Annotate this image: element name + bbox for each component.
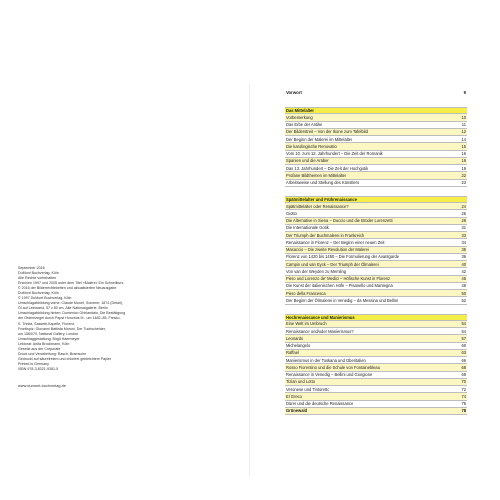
toc-entry bbox=[285, 268, 467, 275]
toc-entry bbox=[285, 254, 467, 261]
toc-section-heading-title: Hochrenaissance und Manierismus bbox=[286, 314, 355, 320]
imprint-line: Umschlaggestaltung: Birgit Haermeyer bbox=[18, 336, 80, 341]
toc-entry-title: Das 13. Jahrhundert – Die Zeit der Hochgotik bbox=[286, 165, 369, 171]
toc-entry-page: 34 bbox=[461, 239, 466, 245]
toc-entry-title: Die karolingische Renovatio bbox=[286, 143, 337, 149]
page-gutter bbox=[249, 84, 250, 476]
imprint-line: Lektorat: Anita Brockmann, Köln bbox=[18, 341, 70, 346]
toc-entry-title: Die Alternative in Siena – Duccio und die Brüder Lorenzetti bbox=[286, 218, 393, 224]
imprint-line: Frontispiz: Giovanni Battista Moroni, Der Tuchscheider, bbox=[18, 326, 106, 331]
toc-entry-title: Manierismus in der Toskana und Oberitalien bbox=[286, 357, 366, 363]
toc-preface-page: 9 bbox=[463, 90, 466, 95]
imprint-line: Umschlagabbildung vorne: Claude Monet, Sommer, 1874 (Detail), bbox=[18, 301, 123, 306]
toc-entry-title: Das Erbe der Antike bbox=[286, 122, 323, 128]
toc-entry-page: 11 bbox=[461, 122, 466, 128]
toc-entry-page: 45 bbox=[461, 276, 466, 282]
toc-entry-page: 19 bbox=[461, 158, 466, 164]
toc-entry-title: Arbeitsweise und Stellung des Künstlers bbox=[286, 180, 360, 186]
toc-entry-page: 48 bbox=[461, 283, 466, 289]
toc-entry bbox=[285, 239, 467, 246]
imprint-line: Alle Rechte vorbehalten bbox=[18, 276, 57, 281]
toc-entry-page: 69 bbox=[461, 372, 466, 378]
toc-section-heading-title: Das Mittelalter bbox=[286, 108, 314, 114]
toc-entry bbox=[285, 165, 467, 172]
toc-entry bbox=[285, 143, 467, 150]
table-of-contents bbox=[285, 90, 467, 415]
toc-entry-title: El Greco bbox=[286, 393, 302, 399]
toc-entry-title: Vorbemerkung bbox=[286, 114, 313, 120]
toc-entry-title: Der Triumph der Buchmalerei in Frankreich bbox=[286, 232, 365, 238]
toc-entry-page: 60 bbox=[461, 343, 466, 349]
toc-entry-page: 50 bbox=[461, 290, 466, 296]
toc-entry-page: 14 bbox=[461, 136, 466, 142]
toc-entry-page: 52 bbox=[461, 297, 466, 303]
toc-entry-title: Veronese und Tintoretto bbox=[286, 386, 330, 392]
toc-entry bbox=[285, 379, 467, 386]
imprint-line: Öl auf Leinwand, 57 x 80 cm, Alte Nationalgalerie, Berlin bbox=[18, 306, 108, 311]
toc-entry bbox=[285, 401, 467, 408]
toc-entry-title: Von van der Weyden zu Memling bbox=[286, 268, 346, 274]
toc-entry bbox=[285, 122, 467, 129]
imprint-line: Printed in Germany bbox=[18, 361, 49, 366]
toc-entry-title: Rosso Fiorentino und die Schule von Fontainebleau bbox=[286, 364, 380, 370]
imprint-line: Gesetzt aus der Corporate bbox=[18, 346, 61, 351]
toc-entry bbox=[285, 290, 467, 297]
toc-entry bbox=[285, 276, 467, 283]
toc-entry bbox=[285, 343, 467, 350]
imprint-line: © 2016 der Bilderrechteketten und aktualisierten Neuausgabe bbox=[18, 286, 117, 291]
toc-entry-title: Masaccio – Die zweite Revolution der Malerei bbox=[286, 247, 369, 253]
toc-entry bbox=[285, 364, 467, 371]
toc-entry-title: Spätmittelalter oder Renaissance? bbox=[286, 203, 349, 209]
toc-entry bbox=[285, 172, 467, 179]
toc-entry-title: Der Bilderstreit – Von der Ikone zum Tafelbild bbox=[286, 129, 368, 135]
toc-entry bbox=[285, 372, 467, 379]
toc-entry-title: Dürer und die deutsche Renaissance bbox=[286, 401, 354, 407]
toc-entry-title: Die Internationale Gotik bbox=[286, 225, 329, 231]
toc-preface bbox=[285, 90, 467, 98]
toc-entry-title: Renaissance in Florenz – Der Beginn einer neuen Zeit bbox=[286, 239, 385, 245]
toc-entry-title: Spanien und die Araber bbox=[286, 158, 329, 164]
toc-section-heading bbox=[285, 314, 467, 321]
imprint-line: Erschien 1997 und 2005 unter dem Titel »Malerei. Ein Schnellkurs bbox=[18, 281, 124, 286]
toc-entry bbox=[285, 218, 467, 225]
toc-entry-page: 70 bbox=[461, 379, 466, 385]
section-spacer bbox=[285, 98, 467, 107]
toc-entry-title: Piero und Lorenzo de' Medici – Höfische Kunst in Florenz bbox=[286, 276, 391, 282]
toc-entry-page: 68 bbox=[461, 364, 466, 370]
imprint-line: © 1997 DuMont Buchverlag, Köln bbox=[18, 296, 72, 301]
toc-entry-page: 33 bbox=[461, 232, 466, 238]
imprint-line: Umschlagabbildung hinten: Domenico Ghirlandaio, Die Bestätigung bbox=[18, 311, 126, 316]
toc-entry-page: 16 bbox=[461, 151, 466, 157]
toc-entry-page: 19 bbox=[461, 165, 466, 171]
toc-entry-page: 40 bbox=[461, 261, 466, 267]
toc-entry bbox=[285, 203, 467, 210]
publisher-url: www.dumont-buchverlag.de bbox=[18, 382, 67, 388]
toc-entry bbox=[285, 357, 467, 364]
section-spacer bbox=[285, 305, 467, 314]
imprint-line: um 1560/70, National Gallery, London bbox=[18, 331, 79, 336]
toc-entry bbox=[285, 297, 467, 304]
toc-entry bbox=[285, 180, 467, 187]
toc-entry bbox=[285, 136, 467, 143]
toc-entry-page: 57 bbox=[461, 335, 466, 341]
toc-entry bbox=[285, 210, 467, 217]
imprint-line: September 2016 bbox=[18, 266, 45, 270]
imprint-line: DuMont Buchverlag, Köln bbox=[18, 291, 59, 296]
imprint-line: S. Trinità, Sassetti-Kapelle, Florenz. bbox=[18, 321, 76, 326]
toc-entry-page: 78 bbox=[461, 408, 466, 414]
toc-entry bbox=[285, 151, 467, 158]
toc-section-heading bbox=[285, 107, 467, 114]
toc-entry bbox=[285, 247, 467, 254]
toc-entry-page: 72 bbox=[461, 386, 466, 392]
toc-entry-page: 22 bbox=[461, 172, 466, 178]
toc-entry-page: 15 bbox=[461, 143, 466, 149]
toc-entry-title: Renaissance in Venedig – Bellini und Giorgione bbox=[286, 372, 373, 378]
toc-entry bbox=[285, 232, 467, 239]
imprint-line: DuMont Buchverlag, Köln bbox=[18, 271, 59, 276]
toc-entry-title: Michelangelo bbox=[286, 343, 311, 349]
toc-section-heading bbox=[285, 196, 467, 203]
toc-entry-page: 66 bbox=[461, 357, 466, 363]
imprint-block bbox=[18, 266, 218, 388]
toc-entry bbox=[285, 129, 467, 136]
toc-entry-title: Die Kunst der italienischen Höfe – Pisanello und Mantegna bbox=[286, 283, 393, 289]
toc-entry bbox=[285, 261, 467, 268]
toc-entry bbox=[285, 225, 467, 232]
toc-entry bbox=[285, 386, 467, 393]
toc-entry-title: Piero della Francesca bbox=[286, 290, 326, 296]
imprint-line: der Ordensregel durch Papst Honorius III., um 1482–85, Fresko, bbox=[18, 316, 121, 321]
imprint-lines bbox=[18, 266, 218, 372]
toc-entry-title: Der Beginn der Malerei im Mittelalter bbox=[286, 136, 353, 142]
toc-section-heading-title: Spätmittelalter und Frührenaissance bbox=[286, 196, 357, 202]
section-spacer bbox=[285, 187, 467, 196]
toc-entry-title: Tizian und Lotto bbox=[286, 379, 315, 385]
toc-entry-title: Profane Bildthemen im Mittelalter bbox=[286, 172, 347, 178]
imprint-line: ISBN 978-3-8321-9381-5 bbox=[18, 366, 59, 371]
toc-entry-title: Vom 10. zum 12. Jahrhundert – Die Zeit der Romanik bbox=[286, 151, 383, 157]
toc-entry-page: 54 bbox=[461, 328, 466, 334]
toc-entry bbox=[285, 283, 467, 290]
toc-entry bbox=[285, 393, 467, 400]
toc-entry-page: 42 bbox=[461, 268, 466, 274]
toc-entry-title: Renaissance und/oder Manierismus? bbox=[286, 328, 354, 334]
imprint-line: Gedruckt auf säurefreiem und chlorfrei gebleichtem Papier bbox=[18, 356, 112, 361]
toc-entry-title: Der Beginn der Ölmalerei in Venedig – da Messina und Bellini bbox=[286, 297, 398, 303]
toc-entry-page: 35 bbox=[461, 247, 466, 253]
toc-entry-page: 74 bbox=[461, 393, 466, 399]
imprint-line: Druck und Verarbeitung: Rasch, Bramsche bbox=[18, 351, 87, 356]
toc-entry-page: 12 bbox=[461, 129, 466, 135]
toc-entry-title: Florenz von 1420 bis 1450 – Die Formulierung der Avantgarde bbox=[286, 254, 400, 260]
toc-entry bbox=[285, 158, 467, 165]
toc-entry bbox=[285, 321, 467, 328]
toc-entry-page: 10 bbox=[461, 114, 466, 120]
toc-entry bbox=[285, 114, 467, 121]
toc-entry-title: Giotto bbox=[286, 210, 297, 216]
toc-entry-title: Eine Welt im Umbruch bbox=[286, 321, 327, 327]
toc-entry-page: 26 bbox=[461, 210, 466, 216]
toc-entry-page: 23 bbox=[461, 180, 466, 186]
toc-entry-page: 31 bbox=[461, 225, 466, 231]
toc-entry-title: Grünewald bbox=[286, 408, 308, 414]
toc-entry-page: 76 bbox=[461, 401, 466, 407]
toc-entry-page: 63 bbox=[461, 350, 466, 356]
toc-entry bbox=[285, 408, 467, 415]
toc-entry-page: 54 bbox=[461, 321, 466, 327]
toc-entry-title: Campin und van Eyck – Der Triumph der Ölmalerei bbox=[286, 261, 379, 267]
toc-entry-page: 28 bbox=[461, 218, 466, 224]
toc-entry-page: 24 bbox=[461, 203, 466, 209]
toc-entry-page: 36 bbox=[461, 254, 466, 260]
toc-preface-title: Vorwort bbox=[286, 90, 302, 95]
toc-entry bbox=[285, 328, 467, 335]
toc-sections bbox=[285, 98, 467, 415]
toc-entry-title: Raffael bbox=[286, 350, 299, 356]
toc-entry bbox=[285, 335, 467, 342]
toc-entry bbox=[285, 350, 467, 357]
toc-entry-title: Leonardo bbox=[286, 335, 304, 341]
